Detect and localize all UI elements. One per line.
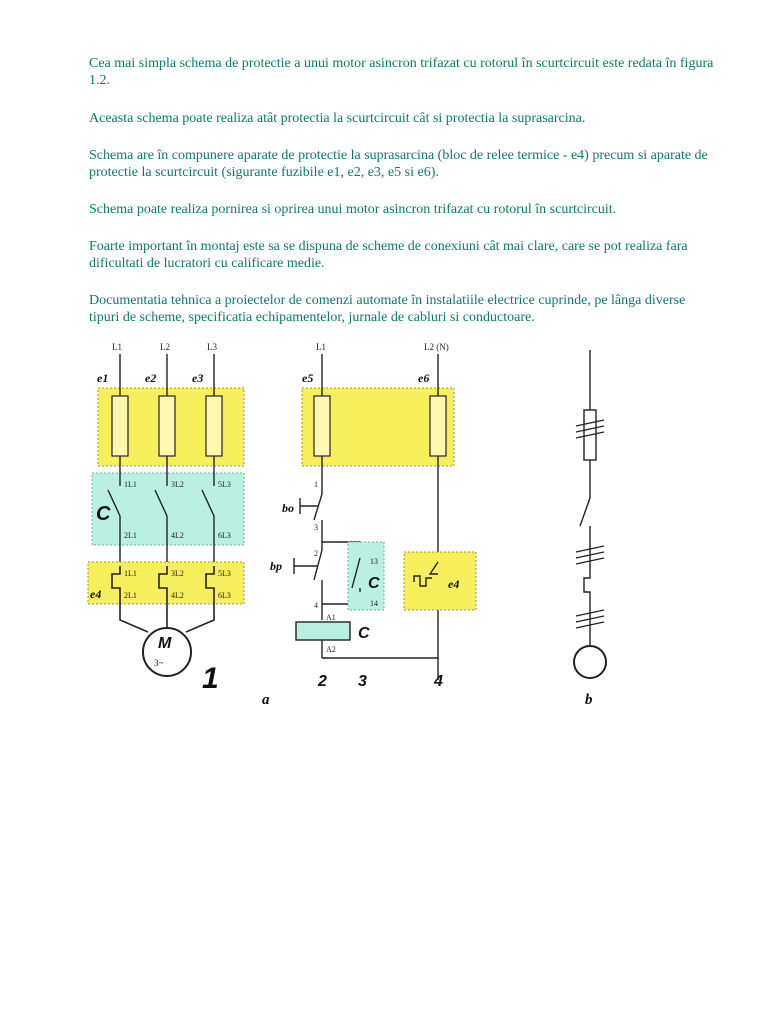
- contactor-terminal-top-1: 1L1: [124, 480, 137, 489]
- document-body: [89, 55, 719, 326]
- phase-label-2: L2: [160, 342, 170, 352]
- coil-terminal-a2: A2: [326, 645, 336, 654]
- fuse-label-e5: e5: [302, 371, 314, 385]
- stop-button-label: bo: [282, 501, 294, 515]
- paragraph-5: Foarte important în montaj este sa se dispuna de scheme de conexiuni cât mai clare, care se pot realiza fara dificultati de lucratori cu calificare medie.: [89, 239, 688, 271]
- contactor-terminal-top-2: 3L2: [171, 480, 184, 489]
- relay-contact-label: e4: [448, 577, 460, 591]
- motor-sublabel: 3~: [154, 658, 164, 668]
- contactor-label: C: [96, 503, 111, 525]
- motor-label: M: [158, 635, 172, 652]
- relay-label: e4: [90, 587, 102, 601]
- contactor-terminal-bottom-3: 6L3: [218, 531, 231, 540]
- column-number-3: 3: [358, 673, 367, 690]
- fuse-label-e2: e2: [145, 371, 157, 385]
- relay-terminal-bottom-1: 2L1: [124, 591, 137, 600]
- paragraph-3: Schema are în compunere aparate de protectie la suprasarcina (bloc de relee termice - e4) precum si aparate de protectie la scurtcircuit (sigurante fuzibile e1, e2, e3, e5 si e6).: [89, 148, 708, 180]
- paragraph-6: Documentatia tehnica a proiectelor de comenzi automate în instalatiile electrice cuprinde, pe lânga diverse tipuri de scheme, specificatia echipamentelor, jurnale de cabluri si conductoare.: [89, 293, 686, 325]
- terminal-4: 4: [314, 601, 318, 610]
- column-number-4: 4: [434, 673, 443, 690]
- fuse-label-e1: e1: [97, 371, 109, 385]
- paragraph-1: Cea mai simpla schema de protectie a unui motor asincron trifazat cu rotorul în scurtcircuit este redata în figura 1.2.: [89, 56, 714, 88]
- supply-left-label: L1: [316, 342, 326, 352]
- contactor-terminal-top-3: 5L3: [218, 480, 231, 489]
- relay-terminal-bottom-2: 4L2: [171, 591, 184, 600]
- contactor-coil: [296, 622, 350, 640]
- schematic-svg: [0, 330, 768, 710]
- paragraph-4: Schema poate realiza pornirea si oprirea unui motor asincron trifazat cu rotorul în scurtcircuit.: [89, 202, 617, 217]
- phase-label-1: L1: [112, 342, 122, 352]
- fuse-label-e3: e3: [192, 371, 204, 385]
- terminal-2: 2: [314, 549, 318, 558]
- caption-b: b: [585, 692, 593, 708]
- relay-terminal-top-3: 5L3: [218, 569, 231, 578]
- coil-terminal-a1: A1: [326, 613, 336, 622]
- contactor-terminal-bottom-2: 4L2: [171, 531, 184, 540]
- relay-terminal-top-2: 3L2: [171, 569, 184, 578]
- relay-terminal-top-1: 1L1: [124, 569, 137, 578]
- contactor-terminal-bottom-1: 2L1: [124, 531, 137, 540]
- diagram-number-1: 1: [202, 662, 219, 695]
- column-number-2: 2: [318, 673, 327, 690]
- terminal-1: 1: [314, 480, 318, 489]
- phase-label-3: L3: [207, 342, 217, 352]
- start-button-label: bp: [270, 559, 282, 573]
- relay-terminal-bottom-3: 6L3: [218, 591, 231, 600]
- terminal-3: 3: [314, 523, 318, 532]
- relay-contact-box: [404, 552, 476, 610]
- coil-label: C: [358, 625, 370, 642]
- electrical-schematic-figure: [0, 330, 768, 710]
- aux-terminal-13: 13: [370, 557, 378, 566]
- fuse-label-e6: e6: [418, 371, 430, 385]
- paragraph-2: Aceasta schema poate realiza atât protectia la scurtcircuit cât si protectia la suprasarcina.: [89, 111, 586, 126]
- single-line-diagram: [576, 350, 604, 646]
- aux-contact-label: C: [368, 575, 380, 592]
- supply-right-label: L2 (N): [424, 342, 449, 352]
- motor-symbol-b: [574, 646, 606, 678]
- aux-terminal-14: 14: [370, 599, 378, 608]
- caption-a: a: [262, 692, 270, 708]
